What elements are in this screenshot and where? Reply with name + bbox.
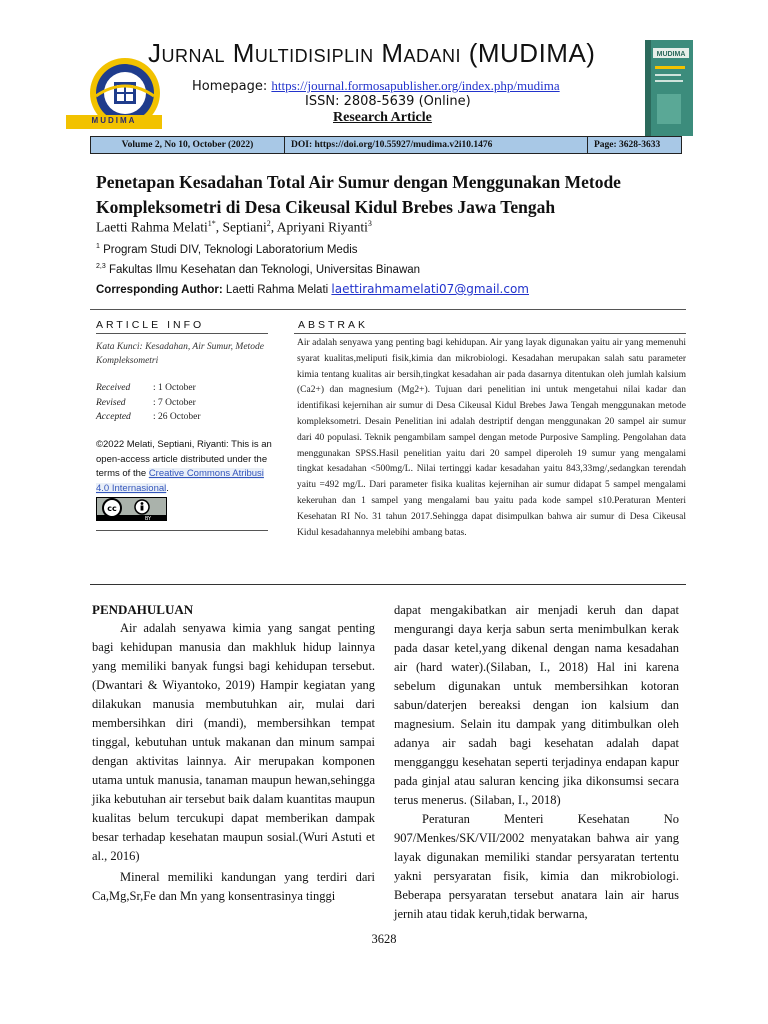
- body-column-right: [394, 601, 679, 924]
- date-value: : 7 October: [153, 397, 196, 408]
- article-type: Research Article: [333, 110, 432, 125]
- divider: [96, 530, 268, 531]
- license-end: .: [166, 482, 169, 494]
- abstract-heading: ABSTRAK: [298, 319, 369, 331]
- divider: [294, 333, 686, 334]
- date-label: Accepted: [96, 412, 131, 422]
- affiliation-text: Program Studi DIV, Teknologi Laboratorium Medis: [103, 243, 358, 256]
- paragraph: Mineral memiliki kandungan yang terdiri dari Ca,Mg,Sr,Fe dan Mn yang konsentrasinya tinggi: [92, 870, 375, 903]
- paragraph: dapat mengakibatkan air menjadi keruh dan dapat mengurangi daya kerja sabun serta menimbulkan kerak pada dasar ketel,yang dikenal dengan nama kesadahan air (hard water).(Silaban, I., 2018) Hal ini karena sebelum digunakan untuk membersihkan kotoran sabun/daterjen bereaksi dengan ion kalsium dan magnesium. Selain itu dampak yang ditimbulkan oleh adanya air sadah bagi kesehatan adalah dapat mengganggu kesehatan seperti terjadinya endapan kapur pada ginjal atau saluran kencing jika dikonsumsi secara terus menerus. (Silaban, I., 2018): [394, 603, 679, 807]
- divider: [96, 333, 268, 334]
- cc-by-license-icon[interactable]: [96, 497, 167, 521]
- affiliation-1: [96, 243, 358, 256]
- homepage-label: Homepage:: [192, 79, 268, 94]
- affiliation-text: Fakultas Ilmu Kesehatan dan Teknologi, Universitas Binawan: [108, 263, 421, 276]
- section-heading: PENDAHULUAN: [92, 602, 194, 617]
- article-dates: [96, 381, 201, 425]
- page-range: Page: 3628-3633: [594, 140, 661, 150]
- journal-title: Jurnal Multidisiplin Madani (MUDIMA): [148, 38, 596, 68]
- date-value: : 26 October: [153, 412, 201, 422]
- abstract-text: Air adalah senyawa yang penting bagi kehidupan. Air yang layak digunakan yaitu air yang memenuhi syarat kualitas,meliputi fisik,kimia dan mikrobiologi. Kesadahan merupakan salah satu parameter kimia tentang kualitas air bersih,tingkat kesadahan air pada dasarnya ditentukan oleh jumlah kalsium (Ca2+) dan magnesium (Mg2+). Tujuan dari penelitian ini untuk mengetahui nilai kadar dan identifikasi kejernihan air sumur di Desa Cikeusal Kidul Brebes Jawa Tengah menggunakan metode kompleksometri. Desain Penelitian ini adalah destriptif dengan menggunakan 20 sampel air sumur dari 40 populasi. Teknik pengambilam sampel dengan metode Purposive Sampling. Pengolahan data menggunakan SPSS.Hasil penelitian yaitu dari 20 sampel diperoleh 19 sumur yang mengalami tingkat kesadahan <500mg/L. Nilai tertinggi kadar kesadahan yaitu 843,33mg/,sedangkan terendah yaitu =492 mg/L. Dari parameter fisika kualitas kejernihan air sumur didapat 5 sampel mengalami kekeruhan dan 1 sampel yang mengalami bau yaitu pada kode sampel s10.Peraturan Menteri Kesehatan RI No. 31 tahun 2017.Sehingga dapat disimpulkan bahwa air sumur di Desa Cikeusal Kidul kesadahannya melebihi ambang batas.: [297, 338, 686, 538]
- paragraph: Peraturan Menteri Kesehatan No 907/Menkes/SK/VII/2002 menyatakan bahwa air yang layak digunakan memiliki standar persyaratan tertentu yakni persyaratan fisik, kimia dan mikrobiologi. Beberapa persyaratan tersebut anatara lain air harus jernih atau tidak keruh,tidak berwarna,: [394, 812, 679, 921]
- page-number: 3628: [371, 932, 397, 946]
- date-row: [96, 410, 201, 425]
- article-info-heading: ARTICLE INFO: [96, 319, 205, 331]
- date-label: Revised: [96, 397, 126, 408]
- body-column-left: [92, 601, 375, 906]
- corresponding-label: Corresponding Author: [96, 284, 219, 296]
- date-row: [96, 396, 201, 411]
- volume-doi-bar: [90, 136, 682, 154]
- corresponding-email-link[interactable]: laettirahmamelati07@gmail.com: [331, 282, 529, 296]
- cover-title: MUDIMA: [656, 51, 686, 58]
- license-text: ©2022 Melati, Septiani, Riyanti: This is an open-access article distributed under the terms of the: [96, 439, 272, 479]
- author-sup: 3: [367, 219, 372, 228]
- divider: [90, 584, 686, 585]
- journal-cover-image: [645, 40, 693, 136]
- logo-label: MUDIMA: [91, 116, 137, 125]
- keywords: Kata Kunci: Kesadahan, Air Sumur, Metode Kompleksometri: [96, 342, 264, 366]
- date-value: : 1 October: [153, 383, 196, 393]
- license-link[interactable]: Creative Commons Atribusi 4.0 Internasional: [96, 468, 264, 494]
- affiliation-2: [96, 263, 420, 276]
- date-row: [96, 381, 201, 396]
- author-sup: 1*: [207, 219, 216, 228]
- paragraph: Air adalah senyawa kimia yang sangat penting bagi kehidupan manusia dan makhluk hidup lainnya yang memiliki banyak fungsi bagi kehidupan tersebut.(Dwantari & Wiyantoko, 2019) Hampir kegiatan yang dilakukan manusia membutuhkan air, mulai dari membersihkan diri (mandi), membersihkan tempat tinggal, kebutuhan untuk makanan dan minum sampai dengan aktivitas lainnya. Air merupakan komponen utama untuk manusia, tanaman maupun hewan,sehingga jika kebutuhan air tersebut baik dalam kuantitas maupun kualitas belum tercukupi dapat memberikan dampak besar terhadap kesehatan maupun sosial.(Wuri Astuti et al., 2016): [92, 621, 375, 863]
- affiliation-sup: 1: [96, 243, 100, 250]
- corresponding-author: Corresponding Author: Laetti Rahma Melati laettirahmamelati07@gmail.com: [96, 282, 529, 296]
- paper-title: Penetapan Kesadahan Total Air Sumur dengan Menggunakan Metode Kompleksometri di Desa Cikeusal Kidul Brebes Jawa Tengah: [96, 172, 621, 217]
- date-label: Received: [96, 383, 131, 393]
- svg-text:BY: BY: [144, 516, 152, 521]
- license-statement: [96, 438, 274, 496]
- homepage-link[interactable]: https://journal.formosapublisher.org/index.php/mudima: [271, 78, 560, 93]
- volume-info: Volume 2, No 10, October (2022): [91, 137, 285, 153]
- doi-info[interactable]: DOI: https://doi.org/10.55927/mudima.v2i10.1476: [285, 137, 588, 153]
- homepage-line: [192, 78, 560, 94]
- author-sup: 2: [266, 219, 271, 228]
- author-list: Laetti Rahma Melati$^{1*}$, Septiani$^2$, Apriyani Riyanti$^3$: [96, 219, 372, 235]
- issn: ISSN: 2808-5639 (Online): [305, 94, 471, 109]
- svg-text:cc: cc: [107, 504, 117, 513]
- affiliation-sup: 2,3: [96, 263, 106, 270]
- author-name: Laetti Rahma Melati: [96, 219, 208, 235]
- author-name: Apriyani Riyanti: [276, 219, 368, 235]
- divider: [90, 309, 686, 310]
- corresponding-name: Laetti Rahma Melati: [225, 284, 329, 296]
- author-name: Septiani: [222, 219, 267, 235]
